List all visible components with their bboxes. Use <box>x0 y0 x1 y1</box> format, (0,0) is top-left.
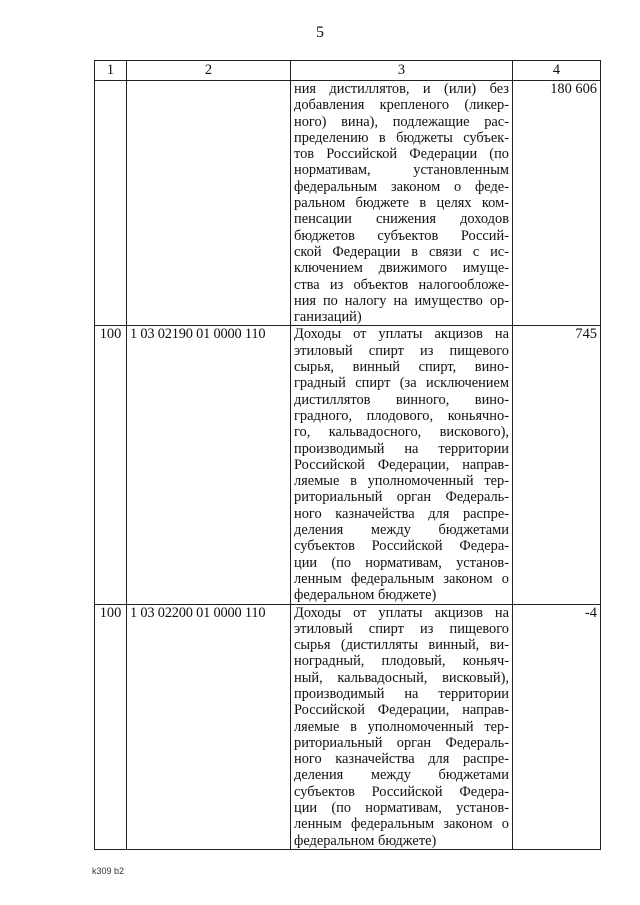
description-line: сырья, винный спирт, вино- <box>294 359 509 376</box>
table-row <box>95 604 601 849</box>
description-line: риториальный орган Федераль- <box>294 734 509 751</box>
description-line: деления между бюджетами <box>294 522 509 539</box>
description-line: сырья (дистилляты винный, ви- <box>294 637 509 654</box>
amount-cell: 745 <box>513 326 601 604</box>
description-line: ской Федерации в связи с ис- <box>294 243 509 260</box>
description-line: производимый на территории <box>294 685 509 702</box>
description-cell <box>291 326 513 604</box>
description-line: ганизаций) <box>294 309 362 326</box>
column-header-admin: 1 <box>95 61 127 81</box>
description-line: бюджетов субъектов Россий- <box>294 227 509 244</box>
description-line: ленным федеральным законом о <box>294 816 509 833</box>
page-number: 5 <box>316 24 324 41</box>
column-header-description: 3 <box>291 61 513 81</box>
budget-revenue-table <box>94 60 601 850</box>
description-line: федеральном бюджете) <box>294 587 437 604</box>
description-line: ральном бюджете в целях ком- <box>294 195 509 212</box>
description-line: Доходы от уплаты акцизов на <box>294 604 509 621</box>
description-line: добавления крепленого (ликер- <box>294 97 509 114</box>
description-line: ключением движимого имуще- <box>294 260 509 277</box>
description-line: Российской Федерации, направ- <box>294 456 509 473</box>
description-line: ляемые в уполномоченный тер- <box>294 718 509 735</box>
amount-cell: 180 606 <box>513 81 601 326</box>
description-line: ции (по нормативам, установ- <box>294 554 509 571</box>
description-line: деления между бюджетами <box>294 767 509 784</box>
column-header-code: 2 <box>127 61 291 81</box>
description-line: субъектов Российской Федера- <box>294 783 509 800</box>
amount-cell: -4 <box>513 604 601 849</box>
description-cell <box>291 81 513 326</box>
description-line: ного казначейства для распре- <box>294 505 509 522</box>
description-line: ноградный, плодовый, коньяч- <box>294 653 509 670</box>
description-line: нормативам, установленным <box>294 162 509 179</box>
description-line: го, кальвадосного, вискового), <box>294 424 509 441</box>
description-cell <box>291 604 513 849</box>
description-line: градный спирт (за исключением <box>294 375 509 392</box>
table-row <box>95 326 601 604</box>
description-line: ленным федеральным законом о <box>294 570 509 587</box>
description-line: ного казначейства для распре- <box>294 751 509 768</box>
description-line: ния по налогу на имущество ор- <box>294 292 509 309</box>
description-line: ния дистиллятов, и (или) без <box>294 81 509 97</box>
table-header-row <box>95 61 601 81</box>
description-line: дистиллятов винного, вино- <box>294 391 509 408</box>
description-line: тов Российской Федерации (по <box>294 146 509 163</box>
description-line: производимый на территории <box>294 440 509 457</box>
description-line: этиловый спирт из пищевого <box>294 620 509 637</box>
description-line: федеральным законом о феде- <box>294 178 509 195</box>
table-row <box>95 81 601 326</box>
admin-code-cell: 100 <box>95 604 127 849</box>
admin-code-cell: 100 <box>95 326 127 604</box>
footer-document-code: k309 b2 <box>92 866 125 876</box>
column-header-amount: 4 <box>513 61 601 81</box>
description-line: этиловый спирт из пищевого <box>294 342 509 359</box>
budget-code-cell: 1 03 02190 01 0000 110 <box>127 326 291 604</box>
budget-code-cell <box>127 81 291 326</box>
admin-code-cell <box>95 81 127 326</box>
description-line: градного, плодового, коньячно- <box>294 407 509 424</box>
description-line: Российской Федерации, направ- <box>294 702 509 719</box>
description-line: субъектов Российской Федера- <box>294 538 509 555</box>
description-line: ного) вина), подлежащие рас- <box>294 113 509 130</box>
description-line: ции (по нормативам, установ- <box>294 800 509 817</box>
description-line: ный, кальвадосный, висковый), <box>294 669 509 686</box>
description-line: Доходы от уплаты акцизов на <box>294 326 509 343</box>
table-body <box>95 81 601 850</box>
description-line: ляемые в уполномоченный тер- <box>294 473 509 490</box>
description-line: риториальный орган Федераль- <box>294 489 509 506</box>
description-line: пенсации снижения доходов <box>294 211 509 228</box>
description-line: пределению в бюджеты субъек- <box>294 129 509 146</box>
budget-code-cell: 1 03 02200 01 0000 110 <box>127 604 291 849</box>
description-line: федеральном бюджете) <box>294 832 437 849</box>
description-line: ства из объектов налогообложе- <box>294 276 509 293</box>
